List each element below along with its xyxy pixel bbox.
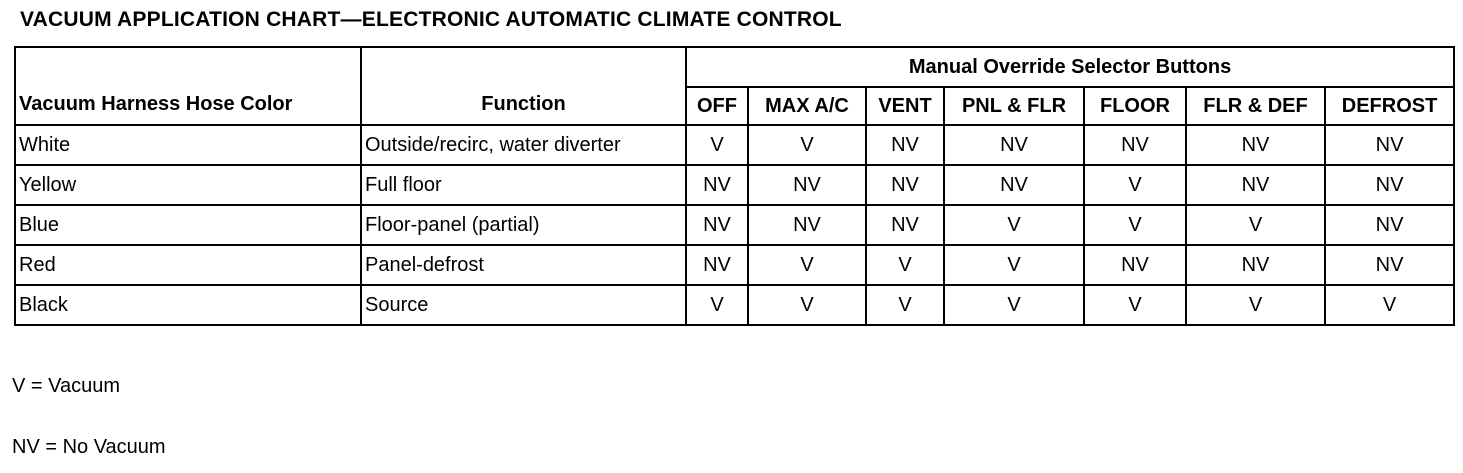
- vacuum-cell: V: [686, 125, 748, 165]
- vacuum-cell: NV: [1186, 245, 1325, 285]
- table-row: [15, 285, 1454, 325]
- vacuum-cell: V: [1084, 205, 1186, 245]
- hose-color-cell: Yellow: [15, 165, 361, 205]
- header-button-floor: FLOOR: [1084, 87, 1186, 125]
- header-row-group: [15, 47, 1454, 87]
- vacuum-cell: NV: [686, 165, 748, 205]
- header-function: Function: [361, 47, 686, 125]
- vacuum-cell: NV: [866, 125, 944, 165]
- vacuum-cell: V: [748, 245, 866, 285]
- header-hose-color: Vacuum Harness Hose Color: [15, 47, 361, 125]
- vacuum-cell: V: [686, 285, 748, 325]
- legend-vacuum: V = Vacuum: [12, 375, 121, 397]
- vacuum-cell: V: [944, 205, 1084, 245]
- vacuum-cell: V: [748, 125, 866, 165]
- function-cell: Floor-panel (partial): [361, 205, 686, 245]
- vacuum-cell: NV: [1084, 125, 1186, 165]
- vacuum-cell: NV: [1186, 125, 1325, 165]
- vacuum-cell: NV: [1325, 245, 1454, 285]
- hose-color-cell: White: [15, 125, 361, 165]
- header-manual-override-group: Manual Override Selector Buttons: [686, 47, 1454, 87]
- vacuum-cell: V: [944, 285, 1084, 325]
- chart-title: VACUUM APPLICATION CHART—ELECTRONIC AUTOMATIC CLIMATE CONTROL: [20, 8, 842, 31]
- vacuum-cell: NV: [748, 165, 866, 205]
- table-row: [15, 125, 1454, 165]
- legend-no-vacuum: NV = No Vacuum: [12, 436, 166, 458]
- vacuum-cell: NV: [686, 245, 748, 285]
- vacuum-cell: V: [1325, 285, 1454, 325]
- function-cell: Source: [361, 285, 686, 325]
- table-row: [15, 165, 1454, 205]
- vacuum-cell: V: [944, 245, 1084, 285]
- header-button-defrost: DEFROST: [1325, 87, 1454, 125]
- vacuum-cell: NV: [944, 165, 1084, 205]
- vacuum-cell: V: [866, 245, 944, 285]
- hose-color-cell: Blue: [15, 205, 361, 245]
- hose-color-cell: Red: [15, 245, 361, 285]
- vacuum-cell: V: [1084, 165, 1186, 205]
- vacuum-cell: V: [1186, 205, 1325, 245]
- vacuum-cell: V: [1186, 285, 1325, 325]
- header-button-vent: VENT: [866, 87, 944, 125]
- vacuum-cell: V: [748, 285, 866, 325]
- vacuum-cell: NV: [1084, 245, 1186, 285]
- vacuum-cell: NV: [866, 205, 944, 245]
- vacuum-cell: V: [1084, 285, 1186, 325]
- vacuum-cell: NV: [944, 125, 1084, 165]
- function-cell: Full floor: [361, 165, 686, 205]
- vacuum-cell: NV: [1325, 205, 1454, 245]
- vacuum-cell: NV: [1325, 165, 1454, 205]
- hose-color-cell: Black: [15, 285, 361, 325]
- vacuum-cell: NV: [1325, 125, 1454, 165]
- header-button-pnl-flr: PNL & FLR: [944, 87, 1084, 125]
- function-cell: Outside/recirc, water diverter: [361, 125, 686, 165]
- vacuum-cell: NV: [748, 205, 866, 245]
- table-row: [15, 245, 1454, 285]
- header-button-max-ac: MAX A/C: [748, 87, 866, 125]
- header-button-flr-def: FLR & DEF: [1186, 87, 1325, 125]
- vacuum-cell: NV: [866, 165, 944, 205]
- vacuum-application-table: [14, 46, 1455, 326]
- vacuum-cell: NV: [1186, 165, 1325, 205]
- vacuum-cell: V: [866, 285, 944, 325]
- table-row: [15, 205, 1454, 245]
- function-cell: Panel-defrost: [361, 245, 686, 285]
- vacuum-cell: NV: [686, 205, 748, 245]
- header-button-off: OFF: [686, 87, 748, 125]
